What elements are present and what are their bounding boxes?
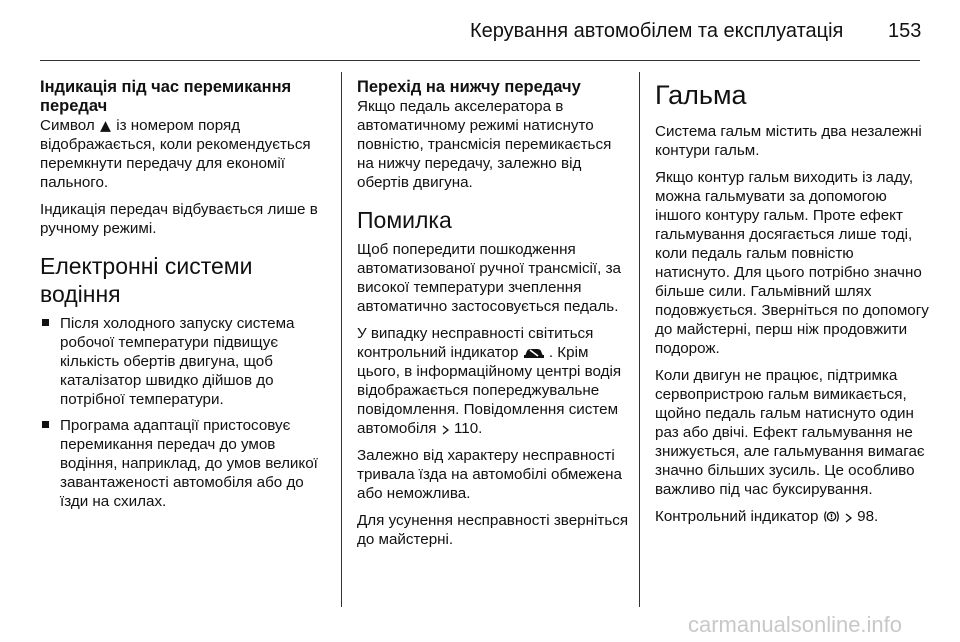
text-fragment: Символ [40,117,95,134]
bullet-list [40,314,330,511]
page-reference: 110. [453,420,483,437]
column-3 [655,78,930,534]
paragraph-brake-indicator [655,507,930,526]
up-triangle-icon [99,120,112,133]
paragraph-circuit-failure: Якщо контур гальм виходить із ладу, можна гальмувати за допомогою іншого контуру гальм. Проте ефект гальмування досягається лише тоді, коли педаль гальм повністю натиснуто. Для цього потрібно значно більше сили. Гальмівний шлях подовжується. Зверніться по допомогу до майстерні, перш ніж продовжити подорож. [655,169,929,357]
header-divider [40,60,920,61]
page-reference: 98. [857,508,879,525]
page-reference-icon [844,512,853,524]
section-heading-downshift: Перехід на нижчу передачу [357,78,581,96]
text-fragment: із номером поряд відображається, коли рекомендується перемкнути передачу для економії пального. [40,117,311,191]
column-divider-1 [341,72,342,607]
page-header [0,0,960,60]
paragraph-downshift: Якщо педаль акселератора в автоматичному режимі натиснуто повністю, трансмісія перемикається на нижчу передачу, залежно від обертів двигуна. [357,98,612,191]
page-reference-icon [441,424,450,436]
paragraph-gear-symbol [40,116,330,192]
paragraph-engine-off: Коли двигун не працює, підтримка сервопристрою гальм вимикається, щойно педаль гальм натиснуто один раз або двічі. Ефект гальмування не знижується, але гальмування вимагає значно більших зусиль. Це особливо важливо під час буксирування. [655,367,925,498]
section-heading-error: Помилка [357,207,452,233]
text-fragment: У випадку несправності світиться контрольний індикатор [357,325,594,361]
paragraph-manual-mode: Індикація передач відбувається лише в ручному режимі. [40,201,318,237]
column-1 [40,78,330,518]
text-fragment: Контрольний індикатор [655,508,819,525]
text-fragment: . Крім цього, в інформаційному центрі водія відображається попереджувальне повідомлення. Повідомлення систем автомобіля [357,344,622,437]
paragraph-fault-indicator [357,324,632,438]
page-number: 153 [888,20,922,42]
list-item-text: Програма адаптації пристосовує перемикання передач до умов водіння, наприклад, до умов великої завантаженості автомобіля або до їзди на схилах. [60,417,318,510]
list-item [40,314,330,409]
bullet-icon [42,319,49,326]
section-heading-gear-indication: Індикація під час перемикання передач [40,78,292,115]
header-title: Керування автомобілем та експлуатація [470,20,844,42]
paragraph-workshop: Для усунення несправності зверніться до майстерні. [357,512,629,548]
paragraph-brake-circuits: Система гальм містить два незалежні контури гальм. [655,123,922,159]
list-item [40,416,330,511]
watermark-text: carmanualsonline.info [688,612,903,637]
bullet-icon [42,421,49,428]
column-divider-2 [639,72,640,607]
column-2 [357,78,632,557]
paragraph-limited-driving: Залежно від характеру несправності тривала їзда на автомобілі обмежена або неможлива. [357,447,622,502]
car-warning-icon [523,347,545,360]
paragraph-error-protection: Щоб попередити пошкодження автоматизованої ручної трансмісії, за високої температури зчеплення автоматично застосовується педаль. [357,241,622,315]
section-heading-electronic-systems: Електронні системи водіння [40,253,253,307]
list-item-text: Після холодного запуску система робочої температури підвищує кількість обертів двигуна, щоб каталізатор швидко дійшов до потрібної температури. [60,315,295,408]
brake-warning-icon [823,509,840,524]
section-heading-brakes: Гальма [655,80,747,110]
